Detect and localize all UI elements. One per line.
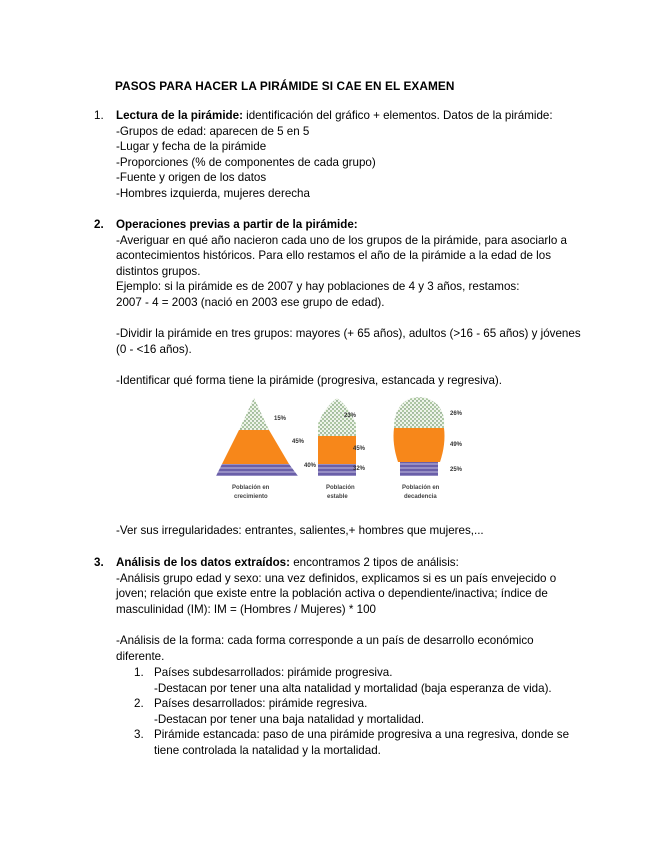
sublist-text: Países subdesarrollados: pirámide progresiva. — [154, 666, 393, 679]
list-item: -Fuente y origen de los datos — [116, 171, 267, 185]
section-number: 3. — [94, 556, 104, 569]
sublist-text: Países desarrollados: pirámide regresiva. — [154, 697, 368, 710]
sublist-number: 2. — [134, 697, 144, 710]
sublist-item-3 — [134, 727, 584, 758]
paragraph: -Dividir la pirámide en tres grupos: mayores (+ 65 años), adultos (>16 - 65 años) y jóvenes (0 - <16 años). — [116, 327, 581, 356]
section-3 — [94, 555, 574, 664]
pyramid-middle-band — [394, 428, 445, 462]
pct-label: 45% — [353, 446, 366, 452]
section-heading: Análisis de los datos extraídos: — [116, 556, 290, 569]
pyramid-figure — [214, 394, 494, 509]
paragraph: -Análisis de la forma: cada forma corresponde a un país de desarrollo económico diferente. — [116, 633, 534, 663]
sublist-item-2 — [134, 696, 584, 727]
pyramid-caption: estable — [327, 494, 348, 500]
pyramid-caption: Población — [326, 485, 355, 491]
pct-label: 32% — [353, 466, 366, 472]
pct-label: 15% — [274, 416, 287, 422]
sublist-detail: -Destacan por tener una alta natalidad y mortalidad (baja esperanza de vida). — [154, 681, 552, 695]
paragraph: -Averiguar en qué año nacieron cada uno de los grupos de la pirámide, para asociarlo a acontecimientos históricos. Para ello restamos el año de la pirámide a la edad de los distintos grupos. — [116, 233, 567, 278]
pyramid-caption: crecimiento — [234, 494, 268, 500]
pyramid-stable — [318, 398, 366, 500]
pyramid-bottom-band — [216, 464, 298, 476]
paragraph: 2007 - 4 = 2003 (nació en 2003 ese grupo de edad). — [116, 295, 385, 309]
pyramid-top-band — [394, 397, 444, 428]
pyramid-progressive — [216, 398, 317, 500]
pyramid-figure-svg — [214, 394, 494, 509]
pct-label: 26% — [450, 411, 463, 417]
sublist-number: 3. — [134, 728, 144, 741]
section-2 — [94, 217, 594, 389]
pyramid-caption: Población en — [232, 485, 270, 491]
pct-label: 49% — [450, 442, 463, 448]
section-heading-rest: identificación del gráfico + elementos. Datos de la pirámide: — [242, 109, 553, 122]
sublist-text: Pirámide estancada: paso de una pirámide progresiva a una regresiva, donde se tiene controlada la natalidad y la mortalidad. — [154, 728, 570, 757]
sublist-number: 1. — [134, 666, 144, 679]
pyramid-top-band — [239, 398, 269, 430]
pyramid-middle-band — [222, 430, 289, 464]
paragraph: Ejemplo: si la pirámide es de 2007 y hay poblaciones de 4 y 3 años, restamos: — [116, 280, 520, 294]
sublist-detail: -Destacan por tener una baja natalidad y mortalidad. — [154, 712, 425, 726]
section-heading: Lectura de la pirámide: — [116, 109, 243, 122]
pyramid-bottom-band — [400, 462, 438, 476]
section-heading: Operaciones previas a partir de la pirámide: — [116, 218, 358, 231]
list-item: -Proporciones (% de componentes de cada grupo) — [116, 155, 376, 169]
paragraph: -Identificar qué forma tiene la pirámide (progresiva, estancada y regresiva). — [116, 373, 502, 387]
pct-label: 40% — [304, 463, 317, 469]
section-heading-rest: encontramos 2 tipos de análisis: — [289, 556, 459, 569]
pct-label: 45% — [292, 439, 305, 445]
pyramid-bottom-band — [318, 464, 356, 476]
list-item: -Lugar y fecha de la pirámide — [116, 140, 267, 154]
paragraph: -Análisis grupo edad y sexo: una vez definidos, explicamos si es un país envejecido o joven; relación que existe entre la población activa o dependiente/inactiva; índice de masculinidad (IM): IM = (Hombres / Mujeres) * 100 — [116, 571, 557, 616]
pyramid-caption: Población en — [402, 485, 440, 491]
section-2-tail — [94, 523, 594, 539]
pyramid-regressive — [394, 397, 463, 500]
sublist-item-1 — [134, 665, 584, 696]
section-number: 2. — [94, 218, 104, 231]
paragraph: -Ver sus irregularidades: entrantes, salientes,+ hombres que mujeres,... — [116, 524, 484, 537]
list-item: -Grupos de edad: aparecen de 5 en 5 — [116, 124, 310, 138]
section-number: 1. — [94, 109, 104, 122]
pct-label: 25% — [450, 467, 463, 473]
pyramid-middle-band — [318, 436, 356, 464]
section-1 — [94, 108, 594, 202]
page-title: PASOS PARA HACER LA PIRÁMIDE SI CAE EN EL EXAMEN — [115, 79, 455, 93]
pct-label: 23% — [344, 413, 357, 419]
list-item: -Hombres izquierda, mujeres derecha — [116, 186, 310, 200]
pyramid-caption: decadencia — [404, 494, 437, 500]
